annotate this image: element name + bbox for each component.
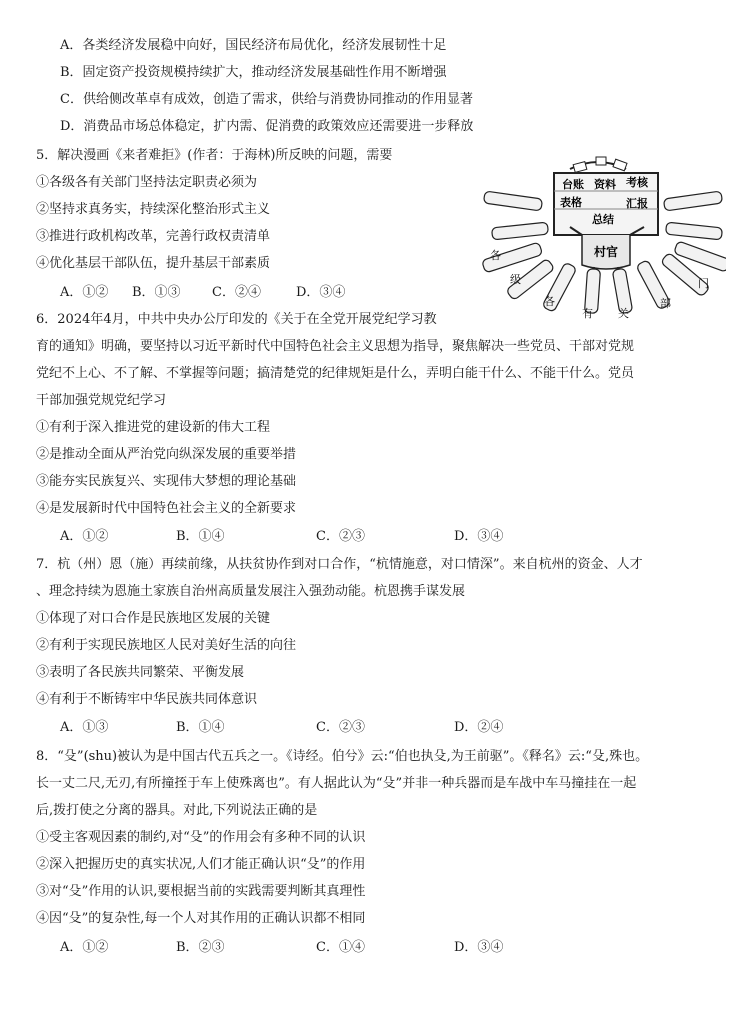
hand-label-6: 部 bbox=[660, 297, 671, 310]
q6-item-4: ④是发展新时代中国特色社会主义的全新要求 bbox=[36, 501, 297, 516]
figure-label: 村官 bbox=[594, 245, 619, 259]
hand-label-3: 各 bbox=[544, 295, 555, 308]
q6-choice-b: B．①④ bbox=[176, 529, 225, 544]
hand-label-4: 有 bbox=[582, 307, 593, 320]
q7-choice-d: D．②④ bbox=[454, 720, 504, 735]
hand-label-7: 门 bbox=[698, 277, 709, 290]
hand-label-2: 级 bbox=[510, 273, 521, 286]
q7-item-4: ④有利于不断铸牢中华民族共同体意识 bbox=[36, 692, 258, 707]
q6-choice-d: D．③④ bbox=[454, 529, 504, 544]
q7-choice-b: B．①④ bbox=[176, 720, 225, 735]
q7-stem-line-1: 7．杭（州）恩（施）再续前缘，从扶贫协作到对口合作，“杭情施意，对口情深”。来自杭州的资金、人才 bbox=[36, 557, 643, 572]
q7-item-2: ②有利于实现民族地区人民对美好生活的向往 bbox=[36, 638, 297, 653]
q5-choice-d: D．③④ bbox=[296, 285, 346, 300]
cartoon-illustration bbox=[478, 155, 726, 325]
q6-stem-line-1: 6．2024年4月，中共中央办公厅印发的《关于在全党开展党纪学习教 bbox=[36, 312, 437, 327]
q6-stem-line-4: 干部加强党规党纪学习 bbox=[36, 393, 167, 408]
q8-item-2: ②深入把握历史的真实状况,人们才能正确认识“殳”的作用 bbox=[36, 857, 366, 872]
q6-stem-line-2: 育的通知》明确，要坚持以习近平新时代中国特色社会主义思想为指导，聚焦解决一些党员、干部对党规 bbox=[36, 339, 635, 354]
q6-item-2: ②是推动全面从严治党向纵深发展的重要举措 bbox=[36, 447, 297, 462]
q5-item-2: ②坚持求真务实，持续深化整治形式主义 bbox=[36, 202, 271, 217]
q4-option-d: D．消费品市场总体稳定，扩内需、促消费的政策效应还需要进一步释放 bbox=[60, 119, 474, 134]
q7-choice-c: C．②③ bbox=[316, 720, 365, 735]
q4-option-b: B．固定资产投资规模持续扩大，推动经济发展基础性作用不断增强 bbox=[60, 65, 447, 80]
q8-stem-line-3: 后,拨打使之分离的器具。对此,下列说法正确的是 bbox=[36, 803, 318, 818]
q7-stem-line-2: 、理念持续为恩施土家族自治州高质量发展注入强劲动能。杭恩携手谋发展 bbox=[36, 584, 466, 599]
box-word-6: 总结 bbox=[592, 213, 614, 226]
hand-label-5: 关 bbox=[618, 307, 629, 320]
q5-stem: 5．解决漫画《来者难拒》(作者：于海林)所反映的问题，需要 bbox=[36, 148, 393, 163]
paper-pile bbox=[568, 157, 628, 173]
q5-choice-c: C．②④ bbox=[212, 285, 261, 300]
q7-item-3: ③表明了各民族共同繁荣、平衡发展 bbox=[36, 665, 245, 680]
q6-stem-line-3: 党纪不上心、不了解、不掌握等问题；搞清楚党的纪律规矩是什么，弄明白能干什么、不能干什么。党员 bbox=[36, 366, 635, 381]
q8-choice-a: A．①② bbox=[60, 940, 109, 955]
q5-choice-b: B．①③ bbox=[132, 285, 181, 300]
q8-stem-line-2: 长一丈二尺,无刃,有所撞挃于车上使殊离也”。有人据此认为“殳”并非一种兵器而是车战中车马撞挂在一起 bbox=[36, 776, 637, 791]
hand-label-1: 各 bbox=[490, 249, 501, 262]
q7-choice-a: A．①③ bbox=[60, 720, 109, 735]
q8-choice-d: D．③④ bbox=[454, 940, 504, 955]
q6-choice-c: C．②③ bbox=[316, 529, 365, 544]
q4-option-a: A．各类经济发展稳中向好，国民经济布局优化，经济发展韧性十足 bbox=[60, 38, 447, 53]
q6-choice-a: A．①② bbox=[60, 529, 109, 544]
q5-item-4: ④优化基层干部队伍，提升基层干部素质 bbox=[36, 256, 271, 271]
q8-stem-line-1: 8．“殳”(shu)被认为是中国古代五兵之一。《诗经。伯兮》云:“伯也执殳,为王前驱”。《释名》云:“殳,殊也。 bbox=[36, 749, 649, 764]
q5-item-3: ③推进行政机构改革，完善行政权责清单 bbox=[36, 229, 271, 244]
document-box bbox=[554, 173, 658, 235]
box-word-5: 汇报 bbox=[626, 197, 648, 210]
q5-item-1: ①各级各有关部门坚持法定职责必须为 bbox=[36, 175, 258, 190]
q8-item-3: ③对“殳”作用的认识,要根据当前的实践需要判断其真理性 bbox=[36, 884, 366, 899]
q7-item-1: ①体现了对口合作是民族地区发展的关键 bbox=[36, 611, 271, 626]
box-word-4: 表格 bbox=[560, 196, 582, 209]
box-word-2: 资料 bbox=[594, 178, 616, 191]
q8-choice-b: B．②③ bbox=[176, 940, 225, 955]
q8-item-1: ①受主客观因素的制约,对“殳”的作用会有多种不同的认识 bbox=[36, 830, 366, 845]
q4-option-c: C．供给侧改革卓有成效，创造了需求，供给与消费协同推动的作用显著 bbox=[60, 92, 473, 107]
box-word-3: 考核 bbox=[626, 176, 648, 189]
q8-choice-c: C．①④ bbox=[316, 940, 365, 955]
q8-item-4: ④因“殳”的复杂性,每一个人对其作用的正确认识都不相同 bbox=[36, 911, 366, 926]
q5-choice-a: A．①② bbox=[60, 285, 109, 300]
q6-item-3: ③能夯实民族复兴、实现伟大梦想的理论基础 bbox=[36, 474, 297, 489]
q6-item-1: ①有利于深入推进党的建设新的伟大工程 bbox=[36, 420, 271, 435]
box-word-1: 台账 bbox=[562, 178, 584, 191]
